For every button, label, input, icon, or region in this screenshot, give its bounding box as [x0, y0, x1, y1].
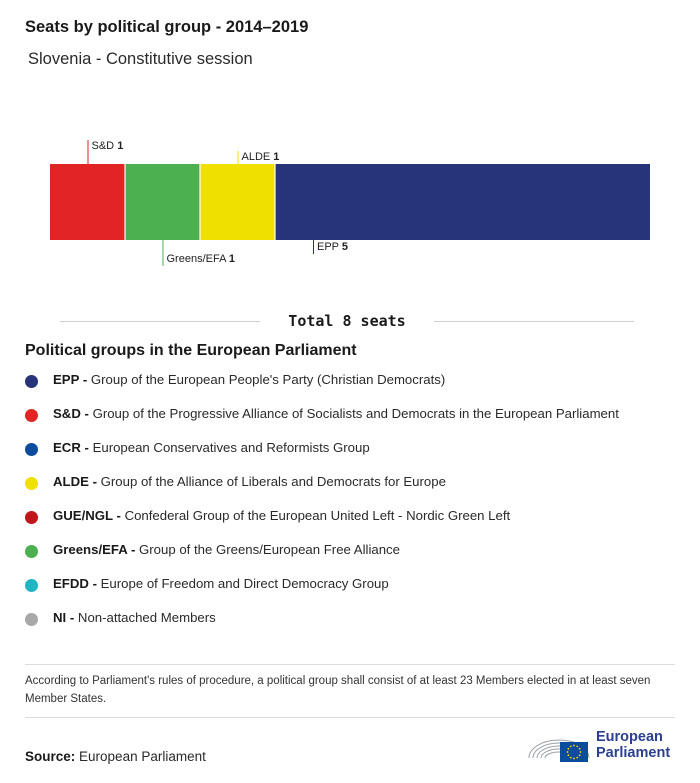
legend-description: Confederal Group of the European United Left - Nordic Green Left — [124, 508, 511, 523]
legend-abbr: ALDE — [53, 474, 89, 489]
legend-dot-icon — [25, 375, 38, 388]
data-label-s-d: S&D 1 — [91, 140, 124, 152]
legend-item-s-d — [25, 404, 685, 438]
total-seats-row — [60, 310, 634, 332]
legend-separator: - — [80, 406, 93, 421]
legend-item-ecr — [25, 438, 685, 472]
total-value: 8 — [342, 312, 352, 330]
legend-dot-icon — [25, 579, 38, 592]
divider-bottom — [25, 717, 675, 718]
legend-item-greens-efa — [25, 540, 685, 574]
source-label: Source: — [25, 749, 76, 764]
source-value: European Parliament — [79, 749, 206, 764]
legend-description: Group of the Alliance of Liberals and Democrats for Europe — [100, 474, 446, 489]
parliament-emblem-icon — [526, 728, 592, 766]
legend-item-gue-ngl — [25, 506, 685, 540]
legend-separator: - — [66, 610, 78, 625]
legend-abbr: ECR — [53, 440, 81, 455]
legend-dot-icon — [25, 443, 38, 456]
chart-subtitle: Slovenia - Constitutive session — [28, 50, 253, 68]
legend-abbr: EFDD — [53, 576, 89, 591]
legend-separator: - — [80, 440, 93, 455]
legend-dot-icon — [25, 511, 38, 524]
european-parliament-logo — [526, 728, 686, 768]
bar-segment-s-d — [50, 164, 125, 240]
legend-abbr: Greens/EFA — [53, 542, 128, 557]
legend-dot-icon — [25, 545, 38, 558]
total-suffix: seats — [360, 312, 406, 330]
logo-line-2: Parliament — [596, 745, 671, 761]
legend-dot-icon — [25, 409, 38, 422]
bar-segment-alde — [200, 164, 275, 240]
legend-description: Europe of Freedom and Direct Democracy Group — [100, 576, 389, 591]
legend-abbr: EPP — [53, 372, 80, 387]
legend-description: Group of the European People's Party (Christian Democrats) — [90, 372, 446, 387]
rules-note: According to Parliament's rules of procedure, a political group shall consist of at least 23 Members elected in at least seven Member States. — [25, 675, 651, 705]
legend-item-ni — [25, 608, 685, 642]
total-seats-label — [60, 312, 634, 330]
data-label-epp: EPP 5 — [317, 241, 348, 253]
source-line — [25, 749, 206, 764]
legend-item-epp — [25, 370, 685, 404]
legend-abbr: S&D — [53, 406, 81, 421]
chart-title: Seats by political group - 2014–2019 — [25, 18, 309, 36]
legend-description: Non-attached Members — [77, 610, 216, 625]
legend-list — [25, 370, 685, 642]
legend-dot-icon — [25, 477, 38, 490]
total-prefix: Total — [288, 312, 334, 330]
legend-item-efdd — [25, 574, 685, 608]
legend-separator: - — [112, 508, 125, 523]
legend-description: Group of the Greens/European Free Alliance — [139, 542, 400, 557]
legend-dot-icon — [25, 613, 38, 626]
legend-item-alde — [25, 472, 685, 506]
legend-title: Political groups in the European Parliament — [25, 342, 357, 359]
legend-separator: - — [79, 372, 91, 387]
legend-abbr: GUE/NGL — [53, 508, 113, 523]
data-label-alde: ALDE 1 — [241, 151, 280, 163]
legend-separator: - — [127, 542, 140, 557]
bar-segment-greens-efa — [125, 164, 200, 240]
legend-separator: - — [88, 474, 101, 489]
legend-description: European Conservatives and Reformists Group — [92, 440, 370, 455]
logo-line-1: European — [596, 729, 663, 745]
legend-separator: - — [88, 576, 101, 591]
legend-description: Group of the Progressive Alliance of Socialists and Democrats in the European Parliament — [92, 406, 619, 421]
bar-segment-epp — [275, 164, 650, 240]
legend-abbr: NI — [53, 610, 67, 625]
divider-top — [25, 664, 675, 665]
data-label-greens-efa: Greens/EFA 1 — [166, 253, 235, 265]
seats-bar-chart — [0, 0, 700, 300]
